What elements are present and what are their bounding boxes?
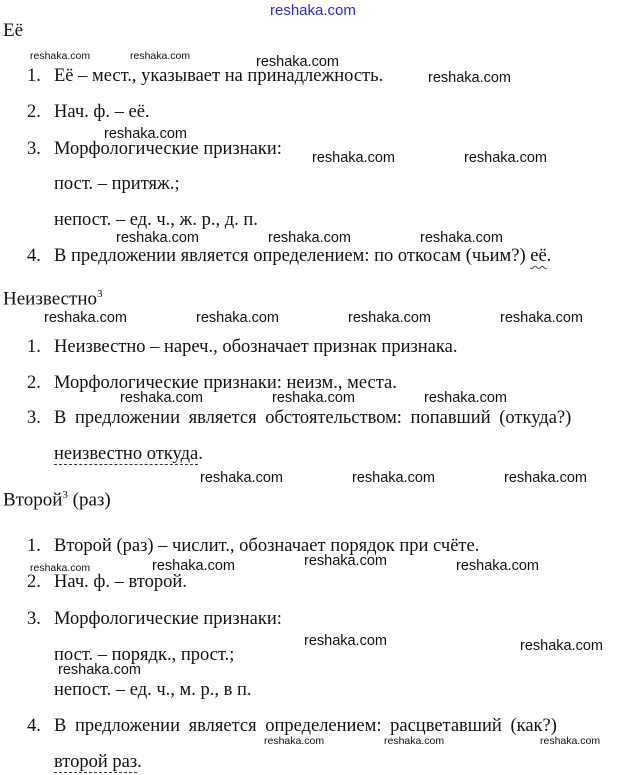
watermark: reshaka.com bbox=[30, 562, 91, 574]
item-text-after: . bbox=[198, 444, 203, 464]
watermark: reshaka.com bbox=[504, 470, 588, 486]
heading-superscript: 3 bbox=[62, 489, 68, 501]
list-item-text: непост. – ед. ч., м. р., в п. bbox=[54, 680, 252, 700]
watermark: reshaka.com bbox=[58, 662, 142, 678]
watermark: reshaka.com bbox=[304, 553, 388, 569]
list-item-text: Второй (раз) – числит., обозначает порядок при счёте. bbox=[54, 536, 480, 556]
item-number: 2. bbox=[27, 373, 41, 393]
heading-superscript: 3 bbox=[97, 288, 103, 300]
list-item-text: Морфологические признаки: bbox=[54, 139, 282, 159]
list-item-text bbox=[54, 444, 203, 465]
watermark: reshaka.com bbox=[152, 558, 236, 574]
watermark: reshaka.com bbox=[256, 54, 340, 70]
item-number: 2. bbox=[27, 572, 41, 592]
list-item-text: Морфологические признаки: неизм., места. bbox=[54, 373, 397, 393]
watermark: reshaka.com bbox=[30, 50, 91, 62]
watermark: reshaka.com bbox=[420, 230, 504, 246]
watermark: reshaka.com bbox=[268, 230, 352, 246]
watermark: reshaka.com bbox=[312, 150, 396, 166]
watermark: reshaka.com bbox=[348, 310, 432, 326]
list-item-text: В предложении является обстоятельством: попавший (откуда?) bbox=[54, 408, 572, 428]
list-item-text bbox=[54, 246, 551, 267]
watermark: reshaka.com bbox=[352, 470, 436, 486]
list-item-text: непост. – ед. ч., ж. р., д. п. bbox=[54, 210, 258, 230]
watermark: reshaka.com bbox=[120, 390, 204, 406]
watermark: reshaka.com bbox=[116, 230, 200, 246]
section-heading-ee: Её bbox=[3, 20, 24, 41]
watermark: reshaka.com bbox=[264, 735, 325, 747]
list-item-text: В предложении является определением: расцветавший (как?) bbox=[54, 716, 557, 736]
list-item-text: Неизвестно – нареч., обозначает признак признака. bbox=[54, 337, 458, 357]
watermark: reshaka.com bbox=[520, 638, 604, 654]
item-number: 1. bbox=[27, 66, 41, 86]
watermark-top: reshaka.com bbox=[270, 2, 356, 19]
list-item-text: пост. – порядк., прост.; bbox=[54, 645, 235, 665]
item-text-after: . bbox=[137, 752, 142, 772]
watermark: reshaka.com bbox=[424, 390, 508, 406]
item-text-after: . bbox=[546, 246, 552, 266]
list-item-text bbox=[54, 752, 142, 773]
watermark: reshaka.com bbox=[272, 390, 356, 406]
item-text-before: В предложении является определением: по откосам (чьим?) bbox=[54, 246, 531, 266]
heading-text: Второй bbox=[3, 489, 63, 511]
watermark: reshaka.com bbox=[456, 558, 540, 574]
item-number: 1. bbox=[27, 536, 41, 556]
item-number: 2. bbox=[27, 102, 41, 122]
list-item-text: Нач. ф. – её. bbox=[54, 102, 150, 122]
watermark: reshaka.com bbox=[500, 310, 584, 326]
item-number: 4. bbox=[27, 716, 41, 736]
highlighted-word: её bbox=[530, 246, 547, 266]
watermark: reshaka.com bbox=[428, 70, 512, 86]
section-heading-vtoroy bbox=[3, 489, 111, 511]
heading-text-after: (раз) bbox=[67, 489, 111, 511]
item-number: 3. bbox=[27, 139, 41, 159]
watermark: reshaka.com bbox=[384, 735, 445, 747]
section-heading-neizvestno bbox=[3, 288, 103, 310]
list-item-text: пост. – притяж.; bbox=[54, 174, 180, 194]
item-number: 1. bbox=[27, 337, 41, 357]
watermark: reshaka.com bbox=[196, 310, 280, 326]
watermark: reshaka.com bbox=[304, 633, 388, 649]
watermark: reshaka.com bbox=[104, 126, 188, 142]
heading-text: Неизвестно bbox=[3, 288, 97, 310]
item-number: 3. bbox=[27, 408, 41, 428]
highlighted-phrase: неизвестно откуда bbox=[54, 444, 199, 464]
watermark: reshaka.com bbox=[130, 50, 191, 62]
watermark: reshaka.com bbox=[464, 150, 548, 166]
item-number: 3. bbox=[27, 609, 41, 629]
list-item-text: Нач. ф. – второй. bbox=[54, 572, 187, 592]
watermark: reshaka.com bbox=[44, 310, 128, 326]
item-number: 4. bbox=[27, 246, 41, 266]
watermark: reshaka.com bbox=[540, 735, 601, 747]
list-item-text: Её – мест., указывает на принадлежность. bbox=[54, 66, 384, 86]
highlighted-phrase: второй раз bbox=[54, 752, 138, 772]
watermark: reshaka.com bbox=[200, 470, 284, 486]
list-item-text: Морфологические признаки: bbox=[54, 609, 282, 629]
